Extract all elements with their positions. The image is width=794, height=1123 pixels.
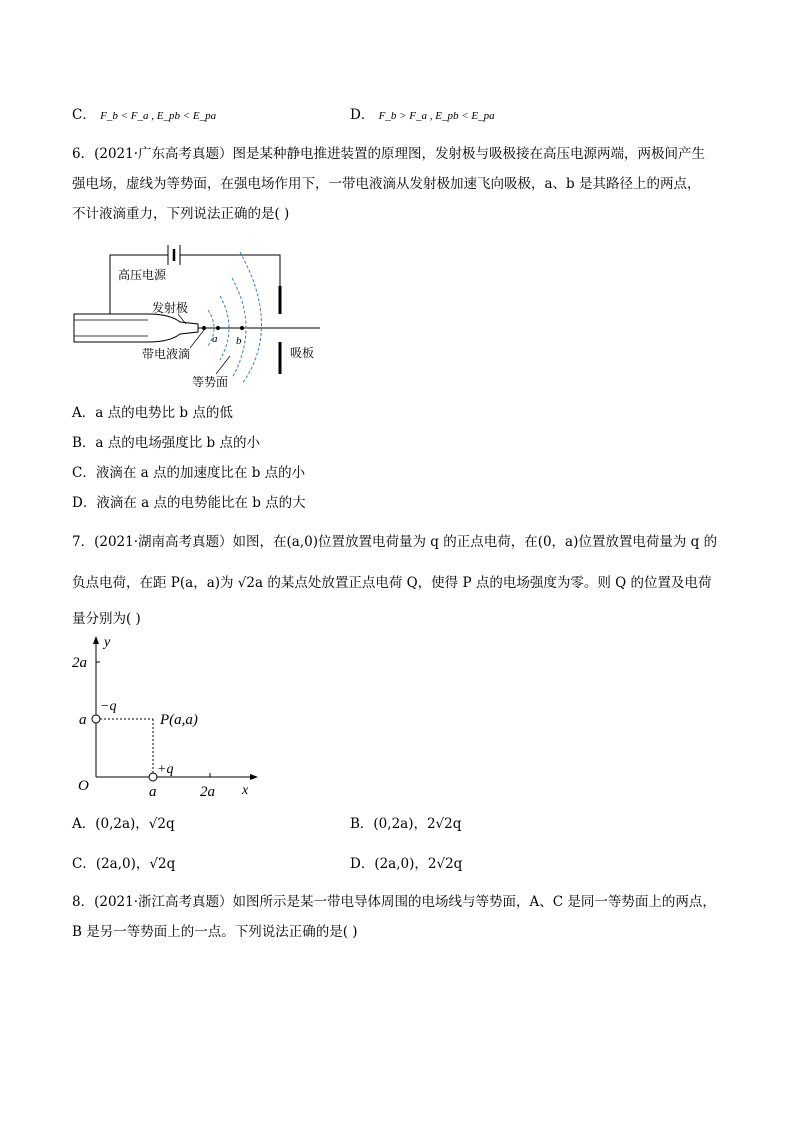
q7-option-d: D．(2a,0)，2√2q [350,856,463,872]
q6-figure-electrostatic-thruster [70,238,330,388]
q7-text-line3: 量分别为( ) [72,611,141,627]
point-b-dot [240,326,244,330]
q7-y-tick-2a: 2a [72,655,87,671]
q6-power-label: 高压电源 [118,268,167,282]
q7-text-line2: 负点电荷，在距 P(a，a)为 √2a 的某点处放置正点电荷 Q，使得 P 点的电场强度为零。则 Q 的位置及电荷 [72,575,712,591]
q7-origin-label: O [78,778,89,794]
emitter-body [74,314,198,342]
q7-y-tick-a: a [79,712,87,728]
q6-option-c: C．液滴在 a 点的加速度比在 b 点的小 [72,465,306,481]
positive-charge-marker [149,773,157,781]
y-axis-arrow-icon [93,636,99,644]
q6-droplet-label: 带电液滴 [142,347,191,361]
q6-option-b: B．a 点的电场强度比 b 点的小 [72,435,260,451]
q5-option-c [72,106,216,125]
q7-option-a: A．(0,2a)，√2q [72,816,175,832]
q7-pos-charge-label: +q [157,762,174,777]
q6-text-line3: 不计液滴重力，下列说法正确的是( ) [72,206,290,222]
q6-option-a: A．a 点的电势比 b 点的低 [72,405,233,421]
q6-point-b: b [236,335,242,347]
q8-text-line2: B 是另一等势面上的一点。下列说法正确的是( ) [72,924,358,940]
q6-emitter-label: 发射极 [152,301,189,315]
q6-absorber-label: 吸板 [290,346,315,360]
q6-text-line1: 6．(2021·广东高考真题）图是某种静电推进装置的原理图，发射极与吸极接在高压电源两端，两极间产生 [72,146,706,162]
q5-option-c-expr: F_b < F_a , E_pb < E_pa [100,110,217,122]
q7-x-axis-label: x [242,783,249,798]
negative-charge-marker [92,715,100,723]
q5-option-d [350,106,495,125]
q6-text-line2: 强电场，虚线为等势面，在强电场作用下，一带电液滴从发射极加速飞向吸极，a、b 是其路径上的两点， [72,176,701,192]
q6-point-a: a [212,333,218,345]
q7-neg-charge-label: −q [100,699,117,714]
q7-text-line1: 7．(2021·湖南高考真题）如图，在(a,0)位置放置电荷量为 q 的正点电荷，在(0，a)位置放置电荷量为 q 的 [72,534,718,550]
q7-y-axis-label: y [104,635,111,650]
q7-point-p-label: P(a,a) [160,712,198,728]
q7-option-c: C．(2a,0)，√2q [72,856,176,872]
option-label: C． [72,107,96,123]
option-label: D． [350,107,375,123]
q8-text-line1: 8．(2021·浙江高考真题）如图所示是某一带电导体周围的电场线与等势面，A、C 是同一等势面上的两点， [72,894,716,910]
q6-equipotential-label: 等势面 [192,375,229,388]
q7-x-tick-2a: 2a [200,784,215,800]
q7-figure-coordinate-plane [72,630,272,800]
q7-x-tick-a: a [149,784,157,800]
q7-option-b: B．(0,2a)，2√2q [350,816,462,832]
q5-option-d-expr: F_b > F_a , E_pb < E_pa [378,110,495,122]
x-axis-arrow-icon [250,774,258,780]
point-a-dot [216,326,220,330]
q6-option-d: D．液滴在 a 点的电势能比在 b 点的大 [72,495,306,511]
